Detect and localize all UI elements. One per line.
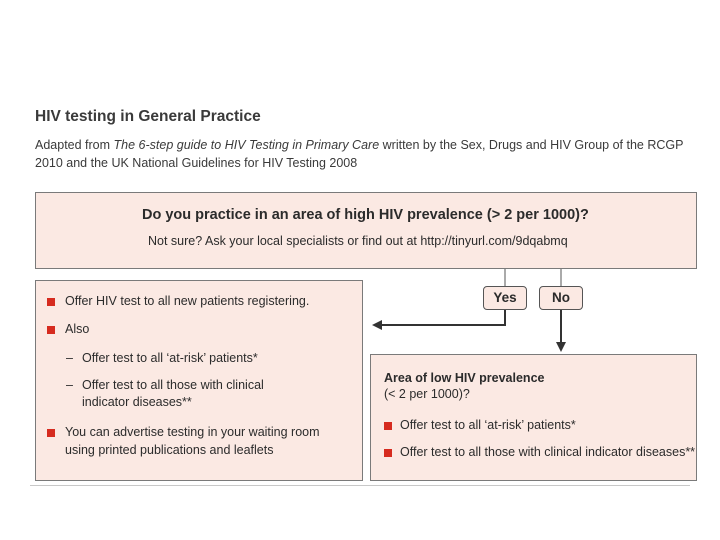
question-hint: Not sure? Ask your local specialists or find out at http://tinyurl.com/9dqabmq	[148, 234, 568, 248]
source-note-guide-title: The 6-step guide to HIV Testing in Primary Care	[113, 138, 380, 152]
no-choice: No	[539, 286, 583, 310]
high-item-advertise-line1: You can advertise testing in your waiting room	[65, 425, 320, 439]
dash-icon: –	[66, 378, 73, 392]
page-title: HIV testing in General Practice	[35, 108, 261, 125]
low-box-title: Area of low HIV prevalence	[384, 371, 545, 385]
high-item-advertise-line2: using printed publications and leaflets	[65, 443, 274, 457]
no-arrowhead	[556, 342, 566, 352]
high-dash-indicator-line2: indicator diseases**	[82, 395, 192, 409]
low-prevalence-box	[370, 354, 697, 481]
bullet-icon	[384, 449, 392, 457]
question-text: Do you practice in an area of high HIV prevalence (> 2 per 1000)?	[142, 207, 589, 223]
yes-arrowhead	[372, 320, 382, 330]
high-dash-indicator-line1: Offer test to all those with clinical	[82, 378, 264, 392]
high-dash-at-risk: Offer test to all ‘at-risk’ patients*	[82, 351, 258, 365]
bullet-icon	[47, 429, 55, 437]
bullet-icon	[47, 326, 55, 334]
bullet-icon	[47, 298, 55, 306]
high-prevalence-box	[35, 280, 363, 481]
source-note-prefix: Adapted from	[35, 138, 114, 152]
source-note-suffix: written by the Sex, Drugs and HIV Group of the RCGP 2010 and the UK National Guidelines for HIV Testing 2008	[35, 138, 684, 170]
bottom-divider	[30, 485, 690, 486]
dash-icon: –	[66, 351, 73, 365]
yes-arrow	[381, 310, 505, 325]
bullet-icon	[384, 422, 392, 430]
low-item-indicator: Offer test to all those with clinical indicator diseases**	[400, 445, 696, 459]
high-item-also: Also	[65, 322, 90, 336]
low-item-at-risk: Offer test to all ‘at-risk’ patients*	[400, 418, 576, 432]
yes-choice: Yes	[483, 286, 527, 310]
high-item-new-patients: Offer HIV test to all new patients registering.	[65, 294, 310, 308]
low-box-subtitle: (< 2 per 1000)?	[384, 387, 470, 401]
